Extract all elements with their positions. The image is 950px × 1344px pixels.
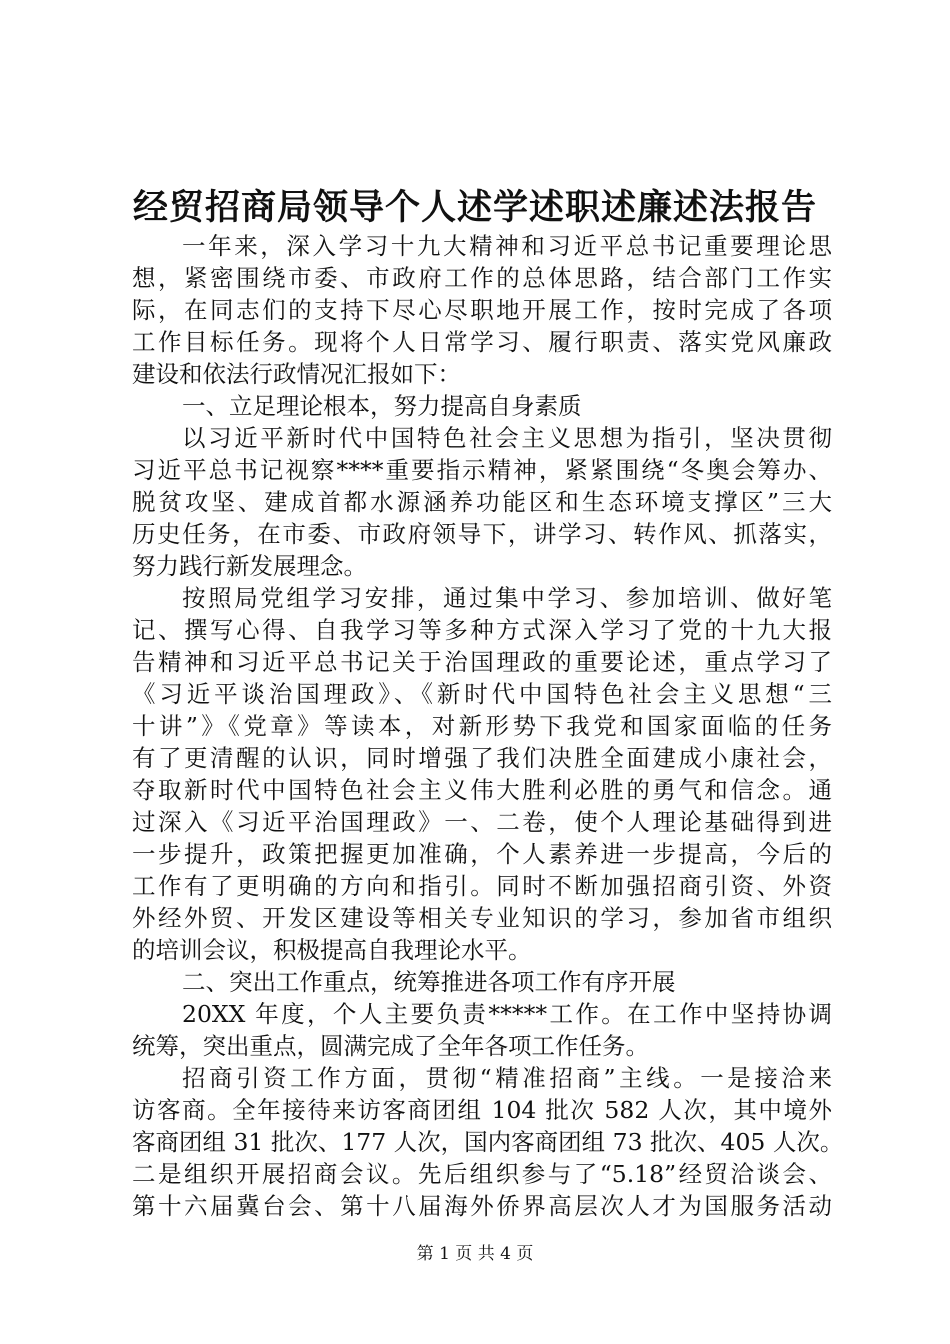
body-line: 第十六届冀台会、第十八届海外侨界高层次人才为国服务活动: [132, 1192, 832, 1220]
body-line: 工作目标任务。现将个人日常学习、履行职责、落实党风廉政: [132, 328, 832, 356]
body-line: 《习近平谈治国理政》、《新时代中国特色社会主义思想“三: [132, 680, 832, 708]
body-line: 历史任务，在市委、市政府领导下，讲学习、转作风、抓落实，: [132, 520, 832, 548]
body-line: 有了更清醒的认识，同时增强了我们决胜全面建成小康社会，: [132, 744, 832, 772]
body-line: 客商团组 31 批次、177 人次，国内客商团组 73 批次、405 人次。: [132, 1128, 844, 1156]
body-line: 脱贫攻坚、建成首都水源涵养功能区和生态环境支撑区”三大: [132, 488, 832, 516]
body-line: 招商引资工作方面，贯彻“精准招商”主线。一是接洽来: [182, 1064, 832, 1092]
body-line: 访客商。全年接待来访客商团组 104 批次 582 人次，其中境外: [132, 1096, 832, 1124]
body-line: 外经外贸、开发区建设等相关专业知识的学习，参加省市组织: [132, 904, 832, 932]
body-line: 一年来，深入学习十九大精神和习近平总书记重要理论思: [182, 232, 832, 260]
body-line: 告精神和习近平总书记关于治国理政的重要论述，重点学习了: [132, 648, 832, 676]
body-line: 工作有了更明确的方向和指引。同时不断加强招商引资、外资: [132, 872, 832, 900]
section-heading: 二、突出工作重点，统筹推进各项工作有序开展: [182, 968, 676, 996]
body-line: 以习近平新时代中国特色社会主义思想为指引，坚决贯彻: [182, 424, 832, 452]
section-heading: 一、立足理论根本，努力提高自身素质: [182, 392, 582, 420]
document-title: 经贸招商局领导个人述学述职述廉述法报告: [132, 187, 817, 228]
body-line: 想，紧密围绕市委、市政府工作的总体思路，结合部门工作实: [132, 264, 832, 292]
page-indicator: 第 1 页 共 4 页: [416, 1244, 534, 1264]
body-line: 努力践行新发展理念。: [132, 552, 367, 580]
body-line: 习近平总书记视察****重要指示精神，紧紧围绕“冬奥会筹办、: [132, 456, 832, 484]
body-line: 十讲”》《党章》等读本，对新形势下我党和国家面临的任务: [132, 712, 832, 740]
body-line: 夺取新时代中国特色社会主义伟大胜利必胜的勇气和信念。通: [132, 776, 832, 804]
body-line: 际，在同志们的支持下尽心尽职地开展工作，按时完成了各项: [132, 296, 832, 324]
body-line: 一步提升，政策把握更加准确，个人素养进一步提高，今后的: [132, 840, 832, 868]
body-line: 20XX 年度，个人主要负责*****工作。在工作中坚持协调: [182, 1000, 832, 1028]
body-line: 统筹，突出重点，圆满完成了全年各项工作任务。: [132, 1032, 649, 1060]
body-line: 按照局党组学习安排，通过集中学习、参加培训、做好笔: [182, 584, 832, 612]
body-line: 建设和依法行政情况汇报如下：: [132, 360, 461, 388]
body-line: 过深入《习近平治国理政》一、二卷，使个人理论基础得到进: [132, 808, 832, 836]
body-line: 的培训会议，积极提高自我理论水平。: [132, 936, 532, 964]
body-line: 记、撰写心得、自我学习等多种方式深入学习了党的十九大报: [132, 616, 832, 644]
body-line: 二是组织开展招商会议。先后组织参与了“5.18”经贸洽谈会、: [132, 1160, 832, 1188]
